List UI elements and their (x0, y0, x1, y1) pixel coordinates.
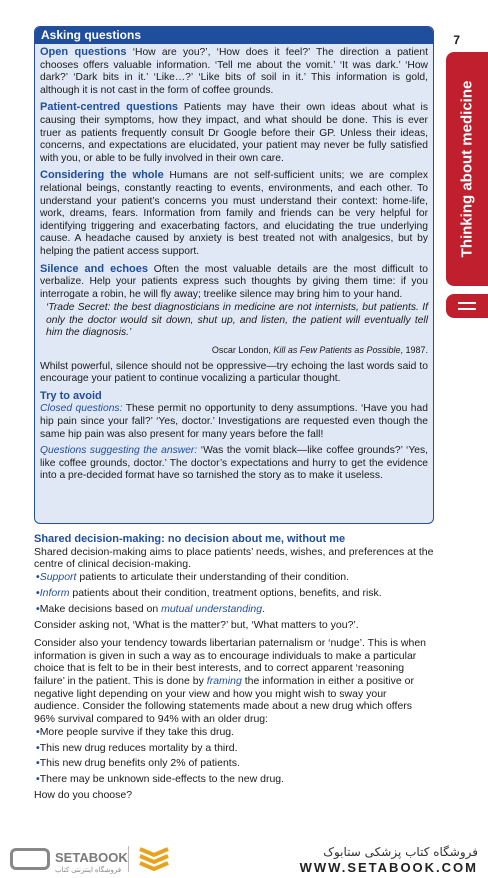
bullet-dot-icon: • (36, 741, 40, 754)
cite-work: Kill as Few Patients as Possible (273, 345, 401, 356)
statement-1-text: More people survive if they take this drug. (39, 725, 235, 738)
box-title: Asking questions (35, 27, 433, 44)
nudge-paragraph (34, 637, 434, 726)
bullet-inform-keyword: Inform (39, 586, 70, 599)
bullet-dot-icon: • (36, 757, 40, 770)
silence-text: Often the most valuable details are the most difficult to verbalize. Help your patients express such thoughts by giving them time: if you interrogate a robin, he will fly away; treelike silence may bring him to your hand. (40, 263, 428, 300)
logo-text: SETABOOK (55, 850, 128, 865)
suggesting-answer-text: ‘Was the vomit black—like coffee grounds?’ ‘Yes, like coffee grounds, doctor.’ The doctor’s expectations and hurry to get the evidence into a pre-decided format have so tarnished the story as to make it useless. (40, 445, 428, 482)
store-name: فروشگاه کتاب پزشکی ستابوک (323, 845, 478, 859)
patient-centred-paragraph (40, 101, 428, 165)
cite-author: Oscar London, (211, 345, 274, 356)
trade-secret-quote: ‘Trade Secret: the best diagnosticians in medicine are not internists, but patients. If only the doctor would sit down, shut up, and listen, the patient will eventually tell him the diagnosis.’ (46, 302, 428, 339)
considering-whole-paragraph (40, 169, 428, 258)
page-number: 7 (453, 33, 460, 47)
patient-centred-heading: Patient-centred questions (40, 101, 179, 114)
silence-after-paragraph: Whilst powerful, silence should not be oppressive—try echoing the last words said to encourage your patient to continue vocalizing a particular thought. (40, 360, 428, 385)
avoid-heading-text: Try to avoid (40, 389, 102, 402)
bullet-support-text: patients to articulate their understanding of their condition. (76, 571, 350, 584)
statement-3 (34, 757, 434, 770)
statement-4-text: There may be unknown side-effects to the new drug. (39, 772, 285, 785)
framing-keyword: framing (206, 675, 242, 688)
statement-2 (34, 742, 434, 755)
bullet-decisions-end: . (262, 602, 266, 615)
nudge-text-a: Consider also your tendency towards libertarian paternalism or ‘nudge’. This is when information is given in such a way as to encourage individuals to make a particular choice that is felt to be in their best interests, and to correct apparent ‘reasoning failure’ in the patient. This is done by (34, 636, 427, 688)
bullet-support-keyword: Support (39, 571, 77, 584)
bullet-inform-text: patients about their condition, treatment options, benefits, and risk. (69, 586, 382, 599)
setabook-logo-icon (10, 848, 50, 870)
suggesting-answer-paragraph (40, 445, 428, 483)
silence-paragraph (40, 263, 428, 302)
chapter-side-tab (446, 52, 488, 286)
considering-whole-heading: Considering the whole (40, 169, 164, 182)
closed-questions-paragraph (40, 403, 428, 441)
closed-questions-text: These permit no opportunity to deny assumptions. ‘Have you had hip pain since your fall?’ ‘Yes, doctor.’ Investigations are requested even though the same hip pain was also present for many years before the fall! (40, 403, 428, 440)
quote-citation (40, 344, 428, 357)
bullet-dot-icon: • (36, 571, 40, 584)
chapter-side-tab-label: Thinking about medicine (458, 80, 476, 258)
section-intro: Shared decision-making aims to place patients’ needs, wishes, and preferences at the centre of clinical decision-making. (34, 545, 434, 571)
bullet-dot-icon: • (36, 586, 40, 599)
considering-whole-text: Humans are not self-sufficient units; we are complex relational beings, constantly reacting to events, environments, and each other. To understand your patient’s concerns you must understand their context: home-life, work, dreams, fears. Information from family and friends can be very helpful for identifying triggering and exacerbating factors, and elucidating the true underlying cause. A headache caused by anxiety is best treated not with analgesics, but by helping the patient access support. (40, 170, 429, 257)
closing-question: How do you choose? (34, 788, 133, 801)
silence-heading: Silence and echoes (40, 262, 148, 275)
avoid-heading (40, 390, 428, 404)
shared-decision-section (34, 533, 434, 804)
suggesting-answer-label: Questions suggesting the answer: (40, 445, 198, 457)
book-stack-icon (136, 843, 172, 871)
statement-4 (34, 773, 434, 786)
consider-asking: Consider asking not, ‘What is the matter?’ but, ‘What matters to you?’. (34, 619, 359, 632)
bullet-support (34, 571, 434, 584)
logo-subtitle: فروشگاه اینترنتی کتاب (55, 867, 122, 874)
open-questions-paragraph (40, 46, 428, 97)
store-url[interactable]: WWW.SETABOOK.COM (299, 860, 478, 875)
bullet-decisions-keyword: mutual understanding (161, 602, 263, 615)
asking-questions-box (34, 26, 434, 524)
patient-centred-text: Patients may have their own ideas about what is causing their symptoms, how they impact, and what should be done. This is ever truer as patients frequently consult Dr Google before their GP. Unless their ideas, concerns, and expectations are elucidated, your patient may never be fully satisfied with you, or able to be fully involved in their own care. (40, 102, 428, 164)
open-questions-text: ‘How are you?’, ‘How does it feel?’ The direction a patient chooses offers valuable information. ‘Tell me about the vomit.’ ‘It was dark.’ ‘How dark?’ ‘Dark bits in it.’ ‘Like…?’ ‘Like bits of soil in it.’ This information is gold, although it is not cast in the form of coffee grounds. (40, 47, 428, 96)
bullet-dot-icon: • (36, 772, 40, 785)
box-body (35, 44, 433, 483)
nudge-text-b: the information in either a positive or negative light depending on your view and how you might wish to sway your audience. Consider the following statements made about a new drug which offers 96% survival compared to 94% with an older drug: (34, 675, 414, 726)
bullet-dot-icon: • (36, 725, 40, 738)
open-questions-heading: Open questions (40, 46, 127, 58)
logo-divider (128, 846, 129, 872)
bullet-decisions (34, 603, 434, 616)
bullet-dot-icon: • (36, 602, 40, 615)
closed-questions-label: Closed questions: (40, 403, 123, 415)
chapter-side-tab-small (446, 294, 488, 318)
bullet-decisions-text: Make decisions based on (39, 602, 162, 615)
tab-mark-icon (458, 302, 476, 310)
statement-3-text: This new drug benefits only 2% of patients. (39, 757, 240, 770)
cite-year: , 1987. (400, 345, 428, 356)
bullet-inform (34, 587, 434, 600)
section-title: Shared decision-making: no decision about me, without me (34, 533, 346, 545)
statement-2-text: This new drug reduces mortality by a third. (39, 741, 238, 754)
statement-1 (34, 726, 434, 739)
